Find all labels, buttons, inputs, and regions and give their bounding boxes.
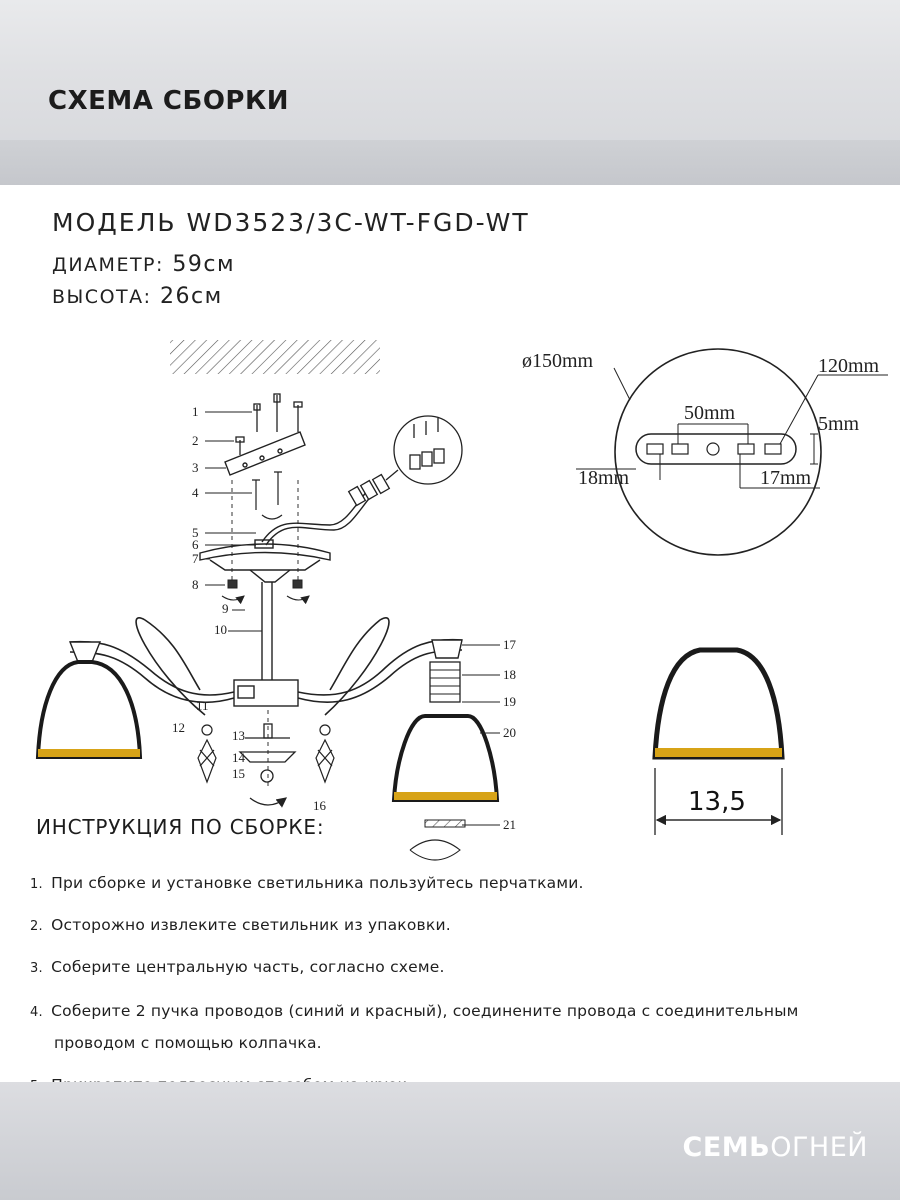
- part-19-label: 19: [503, 694, 516, 709]
- shade-width-value: 13,5: [688, 787, 746, 817]
- model-value: WD3523/3C-WT-FGD-WT: [186, 208, 530, 237]
- part-14-label: 14: [232, 750, 245, 765]
- part-21-ring: [425, 820, 465, 827]
- assembly-diagram: [0, 320, 900, 880]
- right-shade: [394, 640, 497, 800]
- part-13-label: 13: [232, 728, 245, 743]
- terminal-zoom: [386, 416, 462, 484]
- step-text: При сборке и установке светильника пользуйтесь перчатками.: [51, 874, 584, 892]
- step-text: Осторожно извлеките светильник из упаковки.: [51, 916, 451, 934]
- spec-height-value: 26см: [160, 284, 223, 309]
- part-18-label: 18: [503, 667, 516, 682]
- left-shade: [38, 642, 140, 757]
- canopy: [200, 540, 330, 582]
- part-2-label: 2: [192, 433, 199, 448]
- part-15-label: 15: [232, 766, 245, 781]
- top-screws: [236, 394, 302, 455]
- model-label: МОДЕЛЬ: [52, 208, 177, 237]
- instruction-step: [30, 996, 890, 1058]
- dim-height: 5mm: [818, 413, 860, 435]
- model-line: [52, 208, 530, 237]
- step-number: 3.: [30, 961, 43, 976]
- ring-rotation-arrow: [410, 840, 460, 860]
- part-12-label: 12: [172, 720, 185, 735]
- spec-height: [52, 284, 223, 309]
- shade-detail: [655, 650, 782, 835]
- part-7-label: 7: [192, 551, 199, 566]
- brand-logo: [683, 1132, 869, 1163]
- instruction-step: [30, 912, 890, 940]
- dim-right-offset: 17mm: [760, 467, 812, 489]
- part-21-label: 21: [503, 817, 516, 832]
- dim-inner-span: 50mm: [684, 402, 736, 424]
- part-17-label: 17: [503, 637, 516, 652]
- part-16-label: 16: [313, 798, 326, 813]
- spec-diameter: [52, 252, 235, 277]
- page-title: СХЕМА СБОРКИ: [48, 86, 290, 116]
- part-9-label: 9: [222, 601, 229, 616]
- part-10-label: 10: [214, 622, 227, 637]
- long-screws: [252, 472, 282, 519]
- leader-lines-left: [205, 412, 256, 585]
- guide-lines: [232, 480, 298, 790]
- canopy-detail: [522, 349, 888, 555]
- part-20-label: 20: [503, 725, 516, 740]
- part-3-label: 3: [192, 460, 199, 475]
- ceiling-hatch: [170, 340, 380, 374]
- spec-height-label: ВЫСОТА:: [52, 286, 152, 308]
- part-6-label: 6: [192, 537, 199, 552]
- dim-diameter: ø150mm: [522, 350, 594, 372]
- terminal-block: [349, 475, 390, 506]
- part-4-label: 4: [192, 485, 199, 500]
- part-11-label: 11: [196, 698, 209, 713]
- step-text: Соберите центральную часть, согласно схеме.: [51, 958, 445, 976]
- step-number: 4.: [30, 1005, 43, 1020]
- instructions-title: ИНСТРУКЦИЯ ПО СБОРКЕ:: [36, 815, 325, 839]
- central-stem: [234, 582, 298, 706]
- step-number: 1.: [30, 877, 43, 892]
- crystals: [198, 725, 334, 782]
- brand-light: ОГНЕЙ: [770, 1132, 868, 1163]
- dim-left-offset: 18mm: [578, 467, 630, 489]
- part-5-label: 5: [192, 525, 199, 540]
- step-text-continued: проводом с помощью колпачка.: [54, 1034, 322, 1052]
- instruction-step: [30, 870, 890, 898]
- spec-diameter-label: ДИАМЕТР:: [52, 254, 164, 276]
- step-number: 2.: [30, 919, 43, 934]
- dim-hole-span: 120mm: [818, 355, 880, 377]
- part-1-label: 1: [192, 404, 199, 419]
- spec-diameter-value: 59см: [172, 252, 236, 277]
- part-8-label: 8: [192, 577, 199, 592]
- part-labels-right: [503, 637, 517, 832]
- instruction-step: [30, 954, 890, 982]
- mounting-bar: [225, 432, 305, 475]
- nut-rotation-arrows: [222, 596, 309, 600]
- brand-bold: СЕМЬ: [682, 1132, 771, 1163]
- header-lower-band: [0, 140, 900, 185]
- step-text: Соберите 2 пучка проводов (синий и красный), соединените провода с соединительным: [51, 1002, 799, 1020]
